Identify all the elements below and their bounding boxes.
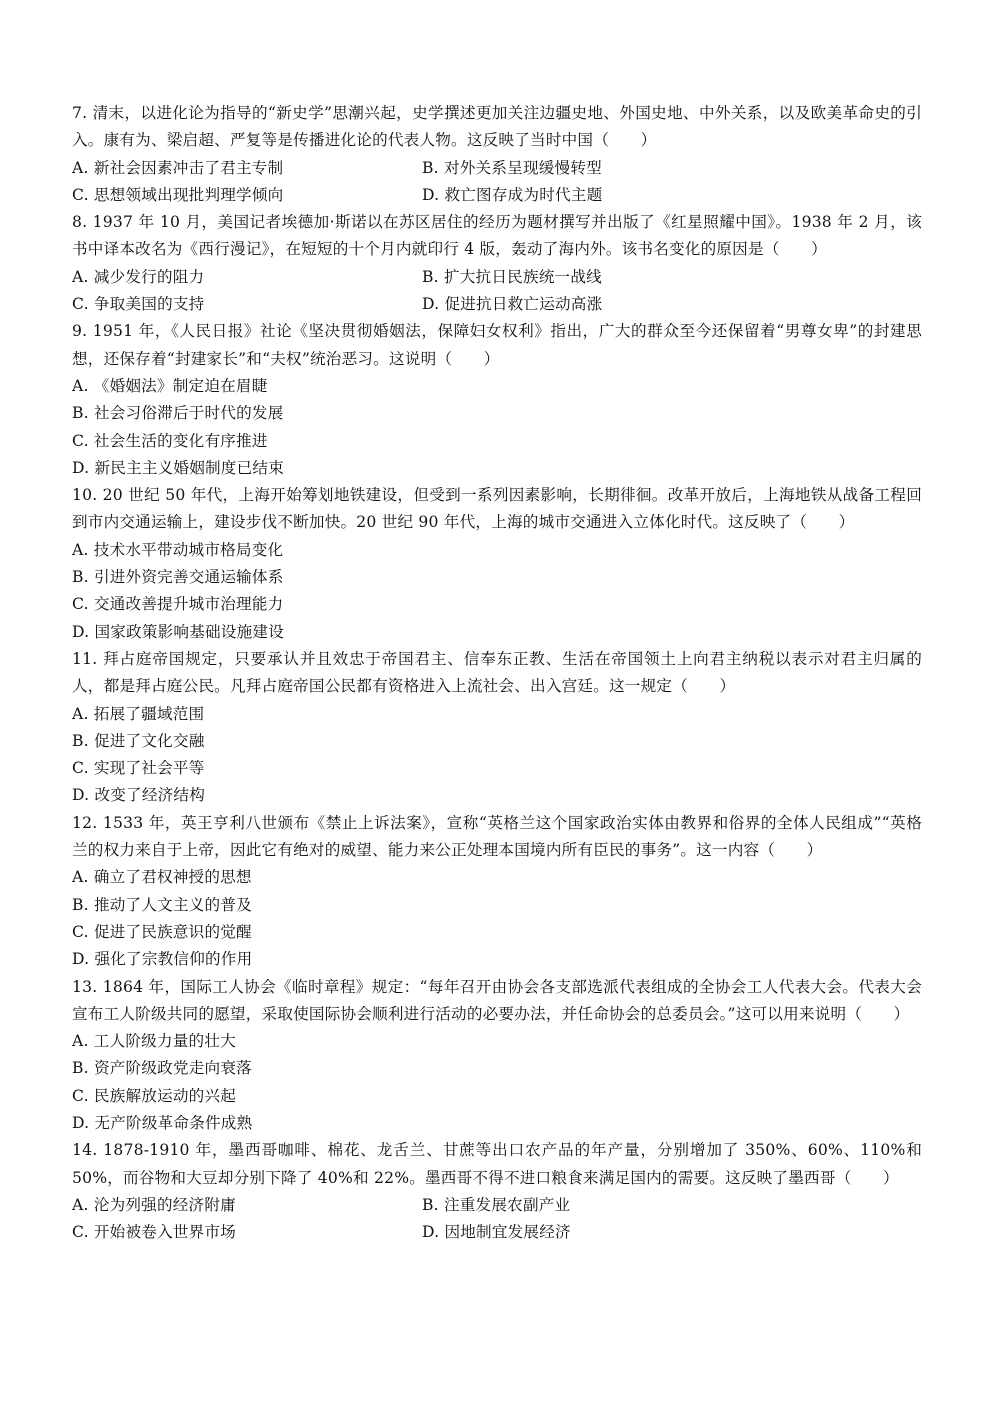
- option-b: B. 注重发展农副产业: [422, 1195, 571, 1214]
- option-b: B. 社会习俗滞后于时代的发展: [72, 404, 284, 423]
- option-d: D. 因地制宜发展经济: [422, 1223, 571, 1242]
- question-stem: 7. 清末，以进化论为指导的“新史学”思潮兴起，史学撰述更加关注边疆史地、外国史地、中外关系，以及欧美革命史的引入。康有为、梁启超、严复等是传播进化论的代表人物。这反映了当时中国（ ）: [72, 104, 922, 150]
- question-13: [72, 974, 922, 1138]
- question-9: [72, 318, 922, 482]
- option-a: A. 减少发行的阻力: [72, 267, 205, 286]
- option-d: D. 无产阶级革命条件成熟: [72, 1113, 253, 1132]
- option-a: A. 工人阶级力量的壮大: [72, 1032, 236, 1051]
- option-grid: [72, 1192, 922, 1247]
- question-stem: 8. 1937 年 10 月，美国记者埃德加·斯诺以在苏区居住的经历为题材撰写并出版了《红星照耀中国》。1938 年 2 月，该书中译本改名为《西行漫记》，在短短的十个月内就印行 4 版，轰动了海内外。该书名变化的原因是（ ）: [72, 213, 922, 259]
- option-a: A. 《婚姻法》制定迫在眉睫: [72, 376, 268, 395]
- option-c: C. 社会生活的变化有序推进: [72, 431, 268, 450]
- question-stem: 12. 1533 年，英王亨利八世颁布《禁止上诉法案》，宣称“英格兰这个国家政治实体由教界和俗界的全体人民组成”“英格兰的权力来自于上帝，因此它有绝对的威望、能力来公正处理本国境内所有臣民的事务”。这一内容（ ）: [72, 813, 922, 860]
- option-a: A. 沦为列强的经济附庸: [72, 1195, 236, 1214]
- option-a: A. 确立了君权神授的思想: [72, 868, 252, 887]
- question-stem: 14. 1878-1910 年，墨西哥咖啡、棉花、龙舌兰、甘蔗等出口农产品的年产量，分别增加了 350%、60%、110%和 50%，而谷物和大豆却分别下降了 40%和 22%。墨西哥不得不进口粮食来满足国内的需要。这反映了墨西哥（ ）: [72, 1141, 922, 1187]
- option-grid: [72, 264, 922, 319]
- question-stem: 9. 1951 年，《人民日报》社论《坚决贯彻婚姻法，保障妇女权利》指出，广大的群众至今还保留着“男尊女卑”的封建思想，还保存着“封建家长”和“夫权”统治恶习。这说明（ ）: [72, 322, 922, 368]
- question-stem: 13. 1864 年，国际工人协会《临时章程》规定：“每年召开由协会各支部选派代表组成的全协会工人代表大会。代表大会宣布工人阶级共同的愿望，采取使国际协会顺利进行活动的必要办法，并任命协会的总委员会。”这可以用来说明（ ）: [72, 977, 922, 1023]
- option-c: C. 争取美国的支持: [72, 295, 205, 314]
- option-d: D. 新民主主义婚姻制度已结束: [72, 458, 284, 477]
- question-stem: 11. 拜占庭帝国规定，只要承认并且效忠于帝国君主、信奉东正教、生活在帝国领土上向君主纳税以表示对君主归属的人，都是拜占庭公民。凡拜占庭帝国公民都有资格进入上流社会、出入宫廷。这一规定（ ）: [72, 649, 922, 696]
- option-d: D. 促进抗日救亡运动高涨: [422, 295, 603, 314]
- option-b: B. 促进了文化交融: [72, 731, 205, 750]
- question-10: [72, 482, 922, 646]
- option-c: C. 实现了社会平等: [72, 759, 205, 778]
- option-b: B. 资产阶级政党走向衰落: [72, 1059, 252, 1078]
- option-a: A. 技术水平带动城市格局变化: [72, 540, 284, 559]
- question-7: [72, 100, 922, 209]
- option-c: C. 交通改善提升城市治理能力: [72, 595, 284, 614]
- option-b: B. 推动了人文主义的普及: [72, 895, 252, 914]
- question-stem: 10. 20 世纪 50 年代，上海开始筹划地铁建设，但受到一系列因素影响，长期徘徊。改革开放后，上海地铁从战备工程回到市内交通运输上，建设步伐不断加快。20 世纪 90 年代，上海的城市交通进入立体化时代。这反映了（ ）: [72, 486, 922, 532]
- option-grid: [72, 155, 922, 210]
- option-c: C. 促进了民族意识的觉醒: [72, 922, 252, 941]
- question-14: [72, 1137, 922, 1246]
- option-d: D. 国家政策影响基础设施建设: [72, 622, 284, 641]
- question-list: [72, 100, 922, 1246]
- option-d: D. 救亡图存成为时代主题: [422, 185, 603, 204]
- option-c: C. 思想领域出现批判理学倾向: [72, 185, 284, 204]
- option-c: C. 民族解放运动的兴起: [72, 1086, 237, 1105]
- option-a: A. 新社会因素冲击了君主专制: [72, 158, 284, 177]
- question-12: [72, 810, 922, 974]
- question-8: [72, 209, 922, 318]
- option-a: A. 拓展了疆域范围: [72, 704, 205, 723]
- option-b: B. 对外关系呈现缓慢转型: [422, 158, 602, 177]
- question-11: [72, 646, 922, 810]
- option-b: B. 引进外资完善交通运输体系: [72, 568, 284, 587]
- option-d: D. 强化了宗教信仰的作用: [72, 950, 253, 969]
- option-c: C. 开始被卷入世界市场: [72, 1223, 237, 1242]
- option-d: D. 改变了经济结构: [72, 786, 206, 805]
- option-b: B. 扩大抗日民族统一战线: [422, 267, 602, 286]
